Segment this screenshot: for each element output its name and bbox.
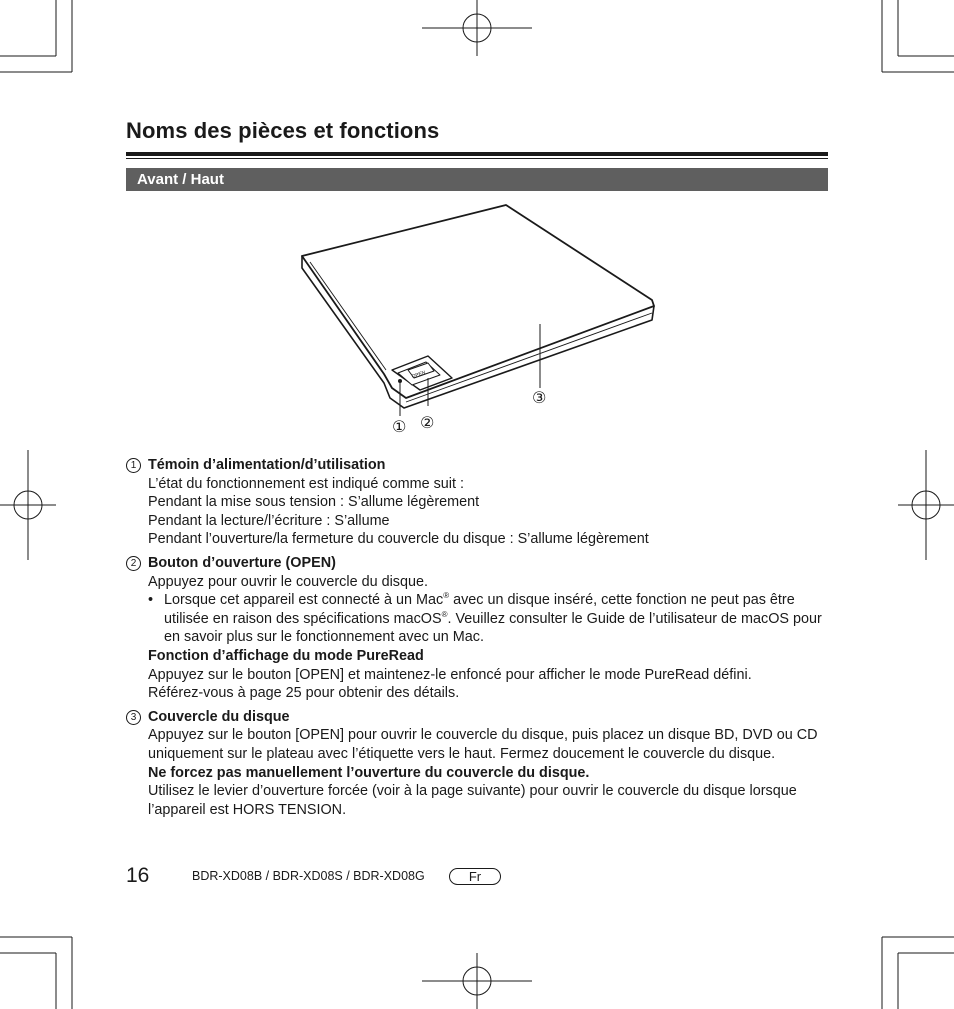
section-header: Avant / Haut <box>126 168 828 191</box>
registered-mark: ® <box>443 591 450 601</box>
item-line: Référez-vous à page 25 pour obtenir des détails. <box>148 685 460 702</box>
item-warning: Ne forcez pas manuellement l’ouverture du couvercle du disque. <box>148 764 590 781</box>
item-line: Pendant l’ouverture/la fermeture du couvercle du disque : S’allume légèrement <box>148 531 649 548</box>
callout-2: ② <box>420 413 435 432</box>
item-line: Appuyez sur le bouton [OPEN] et maintenez-le enfoncé pour afficher le mode PureRead défini. <box>148 666 752 683</box>
open-button-label: OPEN <box>411 369 427 380</box>
item-open-button <box>126 554 830 703</box>
item-line: Pendant la lecture/l’écriture : S’allume <box>148 512 390 529</box>
bullet-text: . Veuillez consulter le Guide de l’utilisateur de macOS pour en savoir plus sur le fonctionnement avec un Mac. <box>164 610 822 646</box>
title-rule-thick <box>126 152 828 156</box>
item-line: Appuyez pour ouvrir le couvercle du disque. <box>148 573 428 590</box>
item-paragraph: Utilisez le levier d’ouverture forcée (voir à la page suivante) pour ouvrir le couvercle du disque lorsque l’appareil est HORS TENSION. <box>148 783 797 818</box>
item-power-indicator <box>126 456 830 549</box>
registered-mark: ® <box>441 609 448 619</box>
drive-illustration <box>280 198 680 443</box>
item-line: Pendant la mise sous tension : S’allume légèrement <box>148 494 480 511</box>
power-led <box>398 379 402 383</box>
item-number: 3 <box>126 710 141 725</box>
item-line: L’état du fonctionnement est indiqué comme suit : <box>148 475 464 492</box>
item-paragraph: Appuyez sur le bouton [OPEN] pour ouvrir le couvercle du disque, puis placez un disque BD, DVD ou CD uniquement sur le plateau avec l’étiquette vers le haut. Fermez doucement le couvercle du disque. <box>148 727 818 762</box>
mac-note-bullet <box>148 591 830 647</box>
bullet-text: Lorsque cet appareil est connecté à un Mac <box>164 592 444 609</box>
model-numbers: BDR-XD08B / BDR-XD08S / BDR-XD08G <box>192 869 425 883</box>
item-subheading: Fonction d’affichage du mode PureRead <box>148 647 424 664</box>
bullet-text: avec un disque inséré, cette fonction ne peut pas être utilisée en raison des spécifications macOS <box>164 592 795 627</box>
parts-list <box>126 456 830 824</box>
item-number: 2 <box>126 556 141 571</box>
title-rule-thin <box>126 158 828 159</box>
page-title: Noms des pièces et fonctions <box>126 118 440 143</box>
language-badge: Fr <box>449 868 501 885</box>
item-heading: Témoin d’alimentation/d’utilisation <box>148 457 386 473</box>
item-heading: Bouton d’ouverture (OPEN) <box>148 554 336 571</box>
callout-3: ③ <box>532 388 547 407</box>
item-disc-cover <box>126 708 830 820</box>
page-footer <box>126 864 546 890</box>
callout-1: ① <box>392 417 407 436</box>
page-number: 16 <box>126 864 150 887</box>
item-number: 1 <box>126 458 141 473</box>
item-heading: Couvercle du disque <box>148 708 290 725</box>
